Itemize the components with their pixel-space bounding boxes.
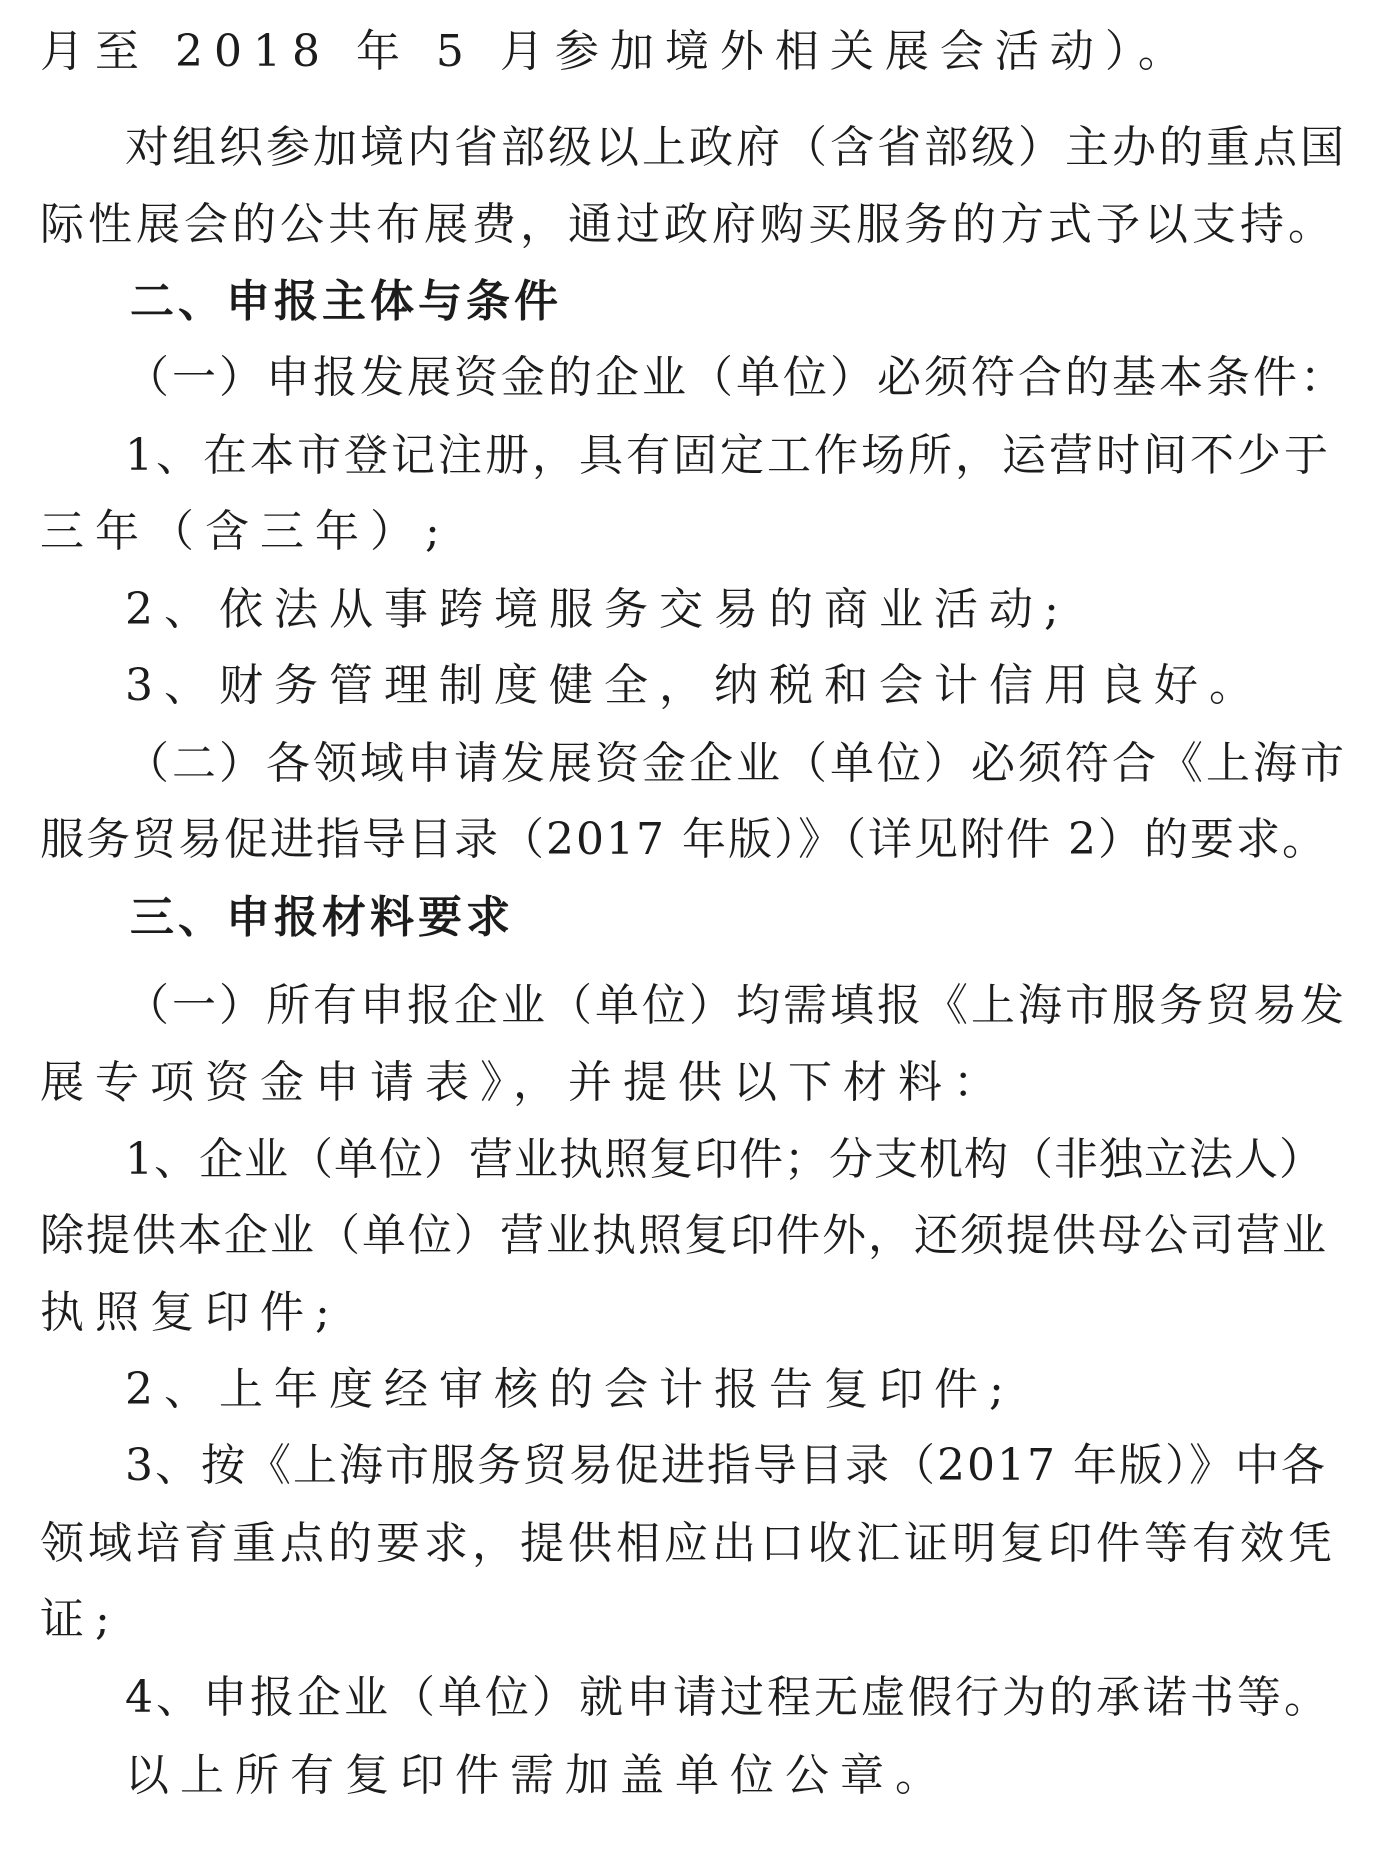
text-line: 2、上年度经审核的会计报告复印件; [125,1364,1015,1415]
text-line: 2、依法从事跨境服务交易的商业活动; [125,584,1070,635]
text-line: 对组织参加境内省部级以上政府（含省部级）主办的重点国 [125,122,1347,173]
text-line: 1、企业（单位）营业执照复印件；分支机构（非独立法人） [125,1134,1324,1185]
text-line: 三年（含三年）; [40,506,451,557]
text-line: 3、按《上海市服务贸易促进指导目录（2017 年版）》中各 [125,1440,1327,1491]
text-line: （一）申报发展资金的企业（单位）必须符合的基本条件： [125,352,1347,403]
text-line: 服务贸易促进指导目录（2017 年版）》（详见附件 2）的要求。 [40,814,1328,865]
text-line: 除提供本企业（单位）营业执照复印件外，还须提供母公司营业 [40,1210,1328,1261]
text-line: 际性展会的公共布展费，通过政府购买服务的方式予以支持。 [40,199,1336,250]
text-line: 执照复印件; [40,1287,341,1338]
text-line: （二）各领域申请发展资金企业（单位）必须符合《上海市 [125,738,1347,789]
text-line: 1、在本市登记注册，具有固定工作场所，运营时间不少于 [125,430,1331,481]
text-line: 领域培育重点的要求，提供相应出口收汇证明复印件等有效凭 [40,1518,1336,1569]
text-line: 以上所有复印件需加盖单位公章。 [125,1750,950,1801]
text-line: 4、申报企业（单位）就申请过程无虚假行为的承诺书等。 [125,1672,1331,1723]
text-line: 证; [40,1594,121,1645]
section-heading: 三、申报材料要求 [130,892,514,943]
text-line: 展专项资金申请表》，并提供以下材料： [40,1057,1008,1108]
section-heading: 二、申报主体与条件 [130,276,562,327]
text-line: 3、财务管理制度健全，纳税和会计信用良好。 [125,660,1264,711]
text-line: 月至 2018 年 5 月参加境外相关展会活动）。 [40,26,1193,77]
text-line: （一）所有申报企业（单位）均需填报《上海市服务贸易发 [125,980,1347,1031]
